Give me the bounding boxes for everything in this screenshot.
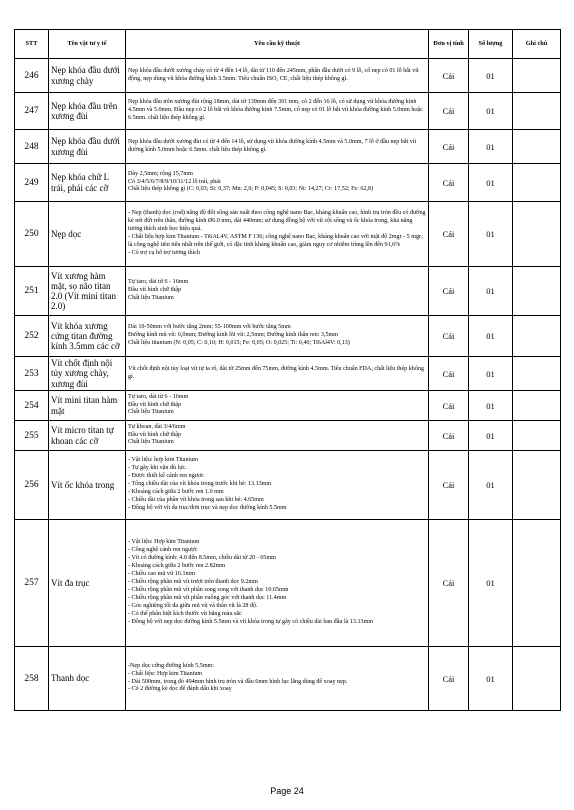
row-quantity: 01 [469,451,513,520]
table-row [15,451,561,520]
table-row [15,164,561,202]
spec-line: Đầu vít hình chữ thập [128,431,182,438]
spec-line: Dài 10-50mm với bước tăng 2mm; 55-100mm với bước tăng 5mm [128,324,291,331]
spec-line: Tự khoan, dài 3/4/6mm [128,423,186,430]
table-row [15,202,561,267]
spec-line: - Chiều dài của phần vít khóa trong sau khi bẻ: 4.65mm [128,496,264,503]
row-spec [126,130,429,164]
row-note [513,164,561,202]
row-stt: 250 [15,202,49,267]
row-spec [126,164,429,202]
spec-line: - Góc nghiêng tối đa giữa mũ vít và thân vít là 28 độ. [128,602,258,609]
spec-line: - Tự gãy khi vặn đủ lực. [128,465,187,472]
spec-line: - Chất liệu hợp kim Titanium - Ti6AL4V, ASTM F 136; công nghệ nano Bạc, kháng khuẩn cao với mật độ 2mgr - 5 mgr; là công nghệ tiên tiến nhất trên thế giới, có đặc tính kháng khuẩn cao, giảm nguy cơ nhiễm trùng lên đến 91,6% [128,234,423,248]
row-note [513,316,561,357]
spec-line: - Chiều cao mũ vít 16.1mm [128,571,196,578]
spec-line: - Có trợ cụ hỗ trợ tương thích [128,249,201,256]
spec-line: - Chiều rộng phần mũ vít phần song song với thanh dọc 10.65mm [128,586,289,593]
row-unit: Cái [429,451,469,520]
row-spec [126,93,429,130]
row-quantity: 01 [469,647,513,711]
row-unit: Cái [429,357,469,391]
table-row [15,391,561,421]
row-quantity: 01 [469,130,513,164]
row-quantity: 01 [469,59,513,93]
specification-table [14,29,561,711]
row-unit: Cái [429,267,469,316]
spec-line: Chất liệu Titanium [128,294,174,301]
row-quantity: 01 [469,421,513,451]
spec-line: - Công nghệ cánh ren ngược [128,547,198,554]
table-row [15,421,561,451]
spec-line: - Chất liệu: Hợp kim Titanium [128,670,203,677]
row-quantity: 01 [469,520,513,647]
spec-line: Đường kính mũ vít: 6,0mm; Đường kính lõi vít: 2,5mm; Đường kính thân ren: 3,5mm [128,332,339,339]
header-note: Ghi chú [513,30,561,59]
row-item-name: Vít xương hàm mặt, sọ não titan 2.0 (Vít mini titan 2.0) [49,267,126,316]
spec-line: - Vật liệu: Hợp kim Titanium [128,539,200,546]
row-spec [126,647,429,711]
row-item-name: Vít ốc khóa trong [49,451,126,520]
row-spec [126,357,429,391]
row-stt: 247 [15,93,49,130]
row-stt: 246 [15,59,49,93]
spec-line: Chất liệu titanium (N: 0,05; C: 0,10; H: 0,015; Fe: 0,05; O: 0,025; Ti: 0,40; Ti6Al4V: 0,13) [128,339,350,346]
row-unit: Cái [429,421,469,451]
row-unit: Cái [429,202,469,267]
spec-line: Đầu vít hình chữ thập [128,287,182,294]
row-unit: Cái [429,164,469,202]
spec-line: - Được thiết kế cánh ren ngược [128,473,204,480]
row-spec [126,520,429,647]
spec-line: - Vật liệu: hợp kim Titanium [128,457,198,464]
spec-line: Chất liệu Titanium [128,439,174,446]
row-stt: 256 [15,451,49,520]
spec-line: - Có thể phân biệt kích thước vít bằng màu sắc [128,610,242,617]
row-spec [126,421,429,451]
row-item-name: Nẹp khóa đầu dưới xương đùi [49,130,126,164]
row-stt: 255 [15,421,49,451]
spec-line: Đầu vít hình chữ thập [128,401,182,408]
row-item-name: Nẹp dọc [49,202,126,267]
row-note [513,59,561,93]
row-quantity: 01 [469,316,513,357]
spec-line: Chất liệu Titanium [128,409,174,416]
row-item-name: Thanh dọc [49,647,126,711]
row-quantity: 01 [469,391,513,421]
header-name: Tên vật tư y tế [49,30,126,59]
row-quantity: 01 [469,93,513,130]
row-item-name: Vít khóa xương cứng titan đường kính 3.5mm các cỡ [49,316,126,357]
row-item-name: Nẹp khóa đầu dưới xương chày [49,59,126,93]
row-unit: Cái [429,93,469,130]
table-row [15,130,561,164]
table-row [15,520,561,647]
row-note [513,357,561,391]
spec-line: Tự taro, dài từ 6 - 16mm [128,393,189,400]
spec-line: - Đồng bộ với vít đa trục/đơn trục và nẹp dọc đường kính 5.5mm [128,504,287,511]
page-number: Page 24 [270,786,304,796]
row-item-name: Vít đa trục [49,520,126,647]
row-spec [126,202,429,267]
header-qty: Số lượng [469,30,513,59]
spec-line: - Có 2 đường kẻ dọc để đánh dấu khi xoay [128,686,232,693]
table-row [15,316,561,357]
row-quantity: 01 [469,164,513,202]
row-note [513,520,561,647]
row-note [513,93,561,130]
row-stt: 251 [15,267,49,316]
row-unit: Cái [429,130,469,164]
header-spec: Yêu cầu kỹ thuật [126,30,429,59]
header-unit: Đơn vị tính [429,30,469,59]
row-note [513,130,561,164]
row-quantity: 01 [469,357,513,391]
table-row [15,267,561,316]
row-unit: Cái [429,316,469,357]
row-item-name: Vít mini titan hàm mặt [49,391,126,421]
row-stt: 252 [15,316,49,357]
spec-line: - Chiều rộng phần mũ vít phần vuông góc với thanh dọc 11.4mm [128,594,287,601]
row-stt: 253 [15,357,49,391]
spec-line: Tự taro, dài từ 6 - 16mm [128,279,189,286]
spec-line: - Vít có đường kính: 4.0 đến 8.5mm, chiều dài từ 20 - 65mm [128,555,276,562]
table-header-row [15,30,561,59]
row-item-name: Nẹp khóa chữ L trái, phải các cỡ [49,164,126,202]
row-note [513,267,561,316]
header-stt: STT [15,30,49,59]
row-note [513,451,561,520]
spec-line: - Nẹp (thanh) dọc (rod) năng độ đốt sống sản xuất theo công nghệ nano Bạc, kháng khuẩn cao, hình trụ tròn đều có đường kẻ nét đứt trên thân, đường kính Ø6.0 mm, dài 440mm; sử dụng đồng bộ với vít cột sống và ốc khóa trong, khả năng tương thích sinh học hiệu quả. [128,210,426,233]
row-spec [126,59,429,93]
row-quantity: 01 [469,267,513,316]
row-unit: Cái [429,520,469,647]
spec-line: -Nẹp dọc cứng đường kính 5,5mm: [128,662,214,669]
row-quantity: 01 [469,202,513,267]
row-note [513,202,561,267]
spec-line: - Khoảng cách giữa 2 bước ren 1.0 mm [128,488,224,495]
row-spec [126,316,429,357]
spec-line: Nẹp khóa đầu trên xương đùi rộng 18mm, dài từ 139mm đến 391 mm, có 2 đến 16 lỗ, có sử dụng vít khóa đường kính 4.5mm và 5.0mm. Đầu nẹp có 2 lỗ bắt vít khóa đường kính 7.5mm, cổ nẹp có 01 lỗ bắt vít khóa đường kính 5.0mm hoặc 6.5mm. chất liệu thép không gỉ. [128,99,423,121]
spec-line: Dày 2,5mm; rộng 15,7mm [128,170,193,177]
row-spec [126,267,429,316]
row-note [513,647,561,711]
row-item-name: Nẹp khóa đầu trên xương đùi [49,93,126,130]
spec-line: - Dài 500mm, trong đó 494mm hình trụ tròn và đầu 6mm hình lục lăng dùng để xoay nẹp. [128,678,348,685]
spec-line: Chất liệu thép không gỉ (C: 0,03; Si: 0,37; Mn: 2,0; P: 0,045; S: 0,03: Ni: 14,27; Cr: 17,52; Fe: 62,8) [128,186,374,193]
spec-line: Nẹp khóa đầu dưới xương đùi có từ 4 đến 14 lỗ, sử dụng vít khóa đường kính 4.5mm và 5.0mm, 7 lỗ ở đầu nẹp bắt vít đường kính 5.0mm hoặc 6.5mm. chất liệu thép không gỉ. [128,138,417,153]
spec-line: Có 3/4/5/6/7/8/9/10/11/12 lỗ trái, phải [128,178,221,185]
row-spec [126,391,429,421]
table-row [15,357,561,391]
table-row [15,93,561,130]
table-row [15,59,561,93]
row-item-name: Vít micro titan tự khoan các cỡ [49,421,126,451]
row-item-name: Vít chốt định nội tủy xương chày, xương đùi [49,357,126,391]
row-note [513,421,561,451]
table-row [15,647,561,711]
row-unit: Cái [429,59,469,93]
spec-line: - Đồng bộ với nẹp dọc đường kính 5.5mm và vít khóa trong tự gãy có chiều dài ban đầu là 13.13mm [128,618,374,625]
row-unit: Cái [429,647,469,711]
row-stt: 257 [15,520,49,647]
spec-line: - Chiều rộng phần mũ vít trượt trên thanh dọc 9.2mm [128,579,258,586]
row-stt: 258 [15,647,49,711]
row-spec [126,451,429,520]
row-unit: Cái [429,391,469,421]
row-stt: 248 [15,130,49,164]
spec-line: - Khoảng cách giữa 2 bước ren 2.82mm [128,563,226,570]
row-note [513,391,561,421]
spec-line: Nẹp khóa đầu dưới xương chày có từ 4 đến 14 lỗ, dài từ 110 đến 245mm, phần đầu dưới có 9 lỗ, cổ nẹp có 01 lỗ bắt vít động, nẹp dùng vít khóa đường kính 3.5mm. Tiêu chuẩn ISO, CE, chất liệu thép không gỉ. [128,67,419,82]
row-stt: 254 [15,391,49,421]
spec-line: Vít chốt định nội tủy loại vít tự ta rô, dài từ 25mm đến 75mm, đường kính 4.5mm. Tiêu chuẩn FDA, chất liệu thép không gỉ. [128,365,424,380]
spec-line: - Tổng chiều dài của vít khóa trong trước khi bẻ: 13.13mm [128,481,272,488]
row-stt: 249 [15,164,49,202]
